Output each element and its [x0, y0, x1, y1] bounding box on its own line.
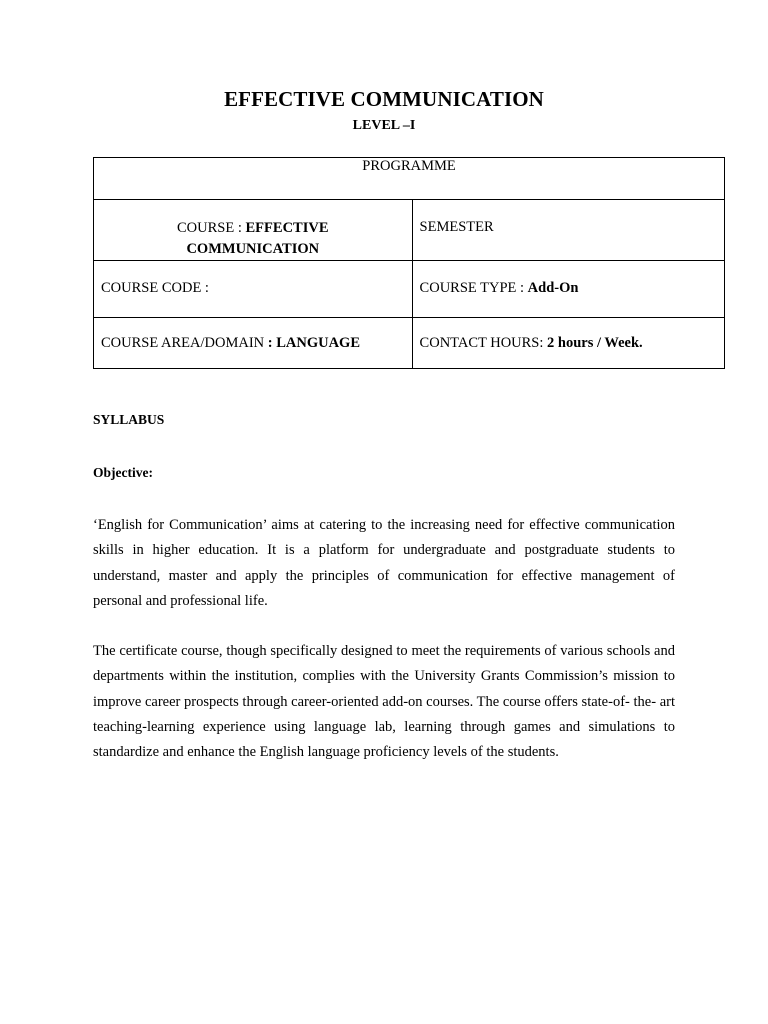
- semester-cell: [412, 200, 724, 261]
- objective-paragraph: ‘English for Communication’ aims at catering to the increasing need for effective communication skills in higher education. It is a platform for undergraduate and postgraduate students to understand, master and apply the principles of communication for effective management of personal and professional life.: [93, 517, 675, 609]
- course-label: COURSE :: [177, 220, 246, 236]
- course-area-value: : LANGUAGE: [267, 335, 361, 351]
- course-description-paragraph: The certificate course, though specifically designed to meet the requirements of various schools and departments within the institution, complies with the University Grants Commission’s mission to improve career prospects through career-oriented add-on courses. The course offers state-of- the- art teaching-learning experience using language lab, learning through games and simulations to standardize and enhance the English language proficiency levels of the students.: [93, 643, 675, 761]
- contact-hours-value: 2 hours / Week.: [547, 335, 643, 351]
- syllabus-heading: SYLLABUS: [93, 412, 165, 427]
- course-name-line2: COMMUNICATION: [186, 241, 320, 257]
- course-type-cell: [412, 261, 724, 318]
- course-details-table: [93, 157, 725, 369]
- document-title: EFFECTIVE COMMUNICATION: [224, 87, 544, 111]
- contact-hours-label: CONTACT HOURS:: [419, 335, 548, 351]
- contact-hours-cell: [412, 318, 724, 369]
- programme-label: PROGRAMME: [362, 158, 456, 174]
- programme-cell: [94, 158, 725, 200]
- table-row-course: [94, 200, 725, 261]
- course-code-label: COURSE CODE :: [101, 280, 209, 296]
- table-row-programme: [94, 158, 725, 200]
- objective-heading: Objective:: [93, 465, 153, 480]
- semester-label: SEMESTER: [419, 219, 494, 235]
- course-area-cell: [94, 318, 413, 369]
- table-row-code: [94, 261, 725, 318]
- table-row-area: [94, 318, 725, 369]
- course-type-value: Add-On: [527, 280, 579, 296]
- course-cell: [94, 200, 413, 261]
- document-level: LEVEL –I: [352, 118, 416, 133]
- course-name-line1: EFFECTIVE: [245, 220, 329, 236]
- course-area-label: COURSE AREA/DOMAIN: [101, 335, 268, 351]
- course-code-cell: [94, 261, 413, 318]
- course-type-label: COURSE TYPE :: [419, 280, 528, 296]
